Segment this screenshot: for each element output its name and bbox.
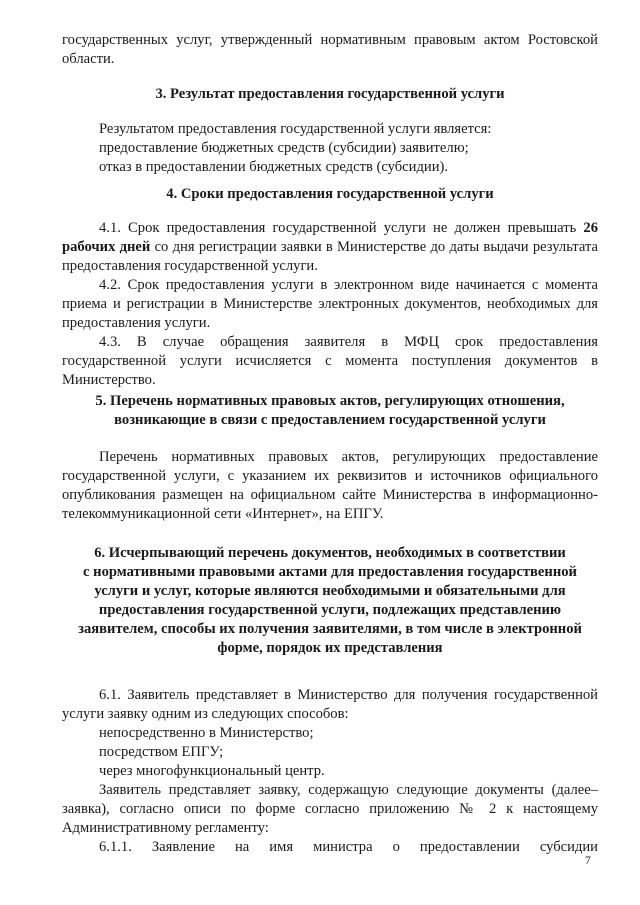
paragraph-5: Перечень нормативных правовых актов, регулирующих предоставление государственной услуги, с указанием их реквизитов и источников официального опубликования размещен на официальном сайте Министерства в информационно-телекоммуникационной сети «Интернет», на ЕПГУ. [62,449,598,522]
section-5-heading [62,392,598,430]
paragraph-4-1 [62,219,598,276]
paragraph-6-1: 6.1. Заявитель представляет в Министерство для получения государственной услуги заявку одним из следующих способов: [62,687,598,722]
section-5-heading-line-1: 5. Перечень нормативных правовых актов, регулирующих отношения, [95,393,565,409]
way-mfc: через многофункциональный центр. [99,763,325,779]
paragraph-4-1-start: 4.1. Срок предоставления государственной услуги не должен превышать [99,220,577,236]
continuation-text: государственных услуг, утвержденный нормативным правовым актом Ростовской области. [62,32,598,67]
section-4-heading: 4. Сроки предоставления государственной услуги [166,186,494,202]
section-6-heading-line-4: предоставления государственной услуги, подлежащих представлению [98,602,562,618]
paragraph-6-1-1: 6.1.1. Заявление на имя министра о предоставлении субсидии [99,839,598,855]
way-epgu: посредством ЕПГУ; [99,744,224,760]
result-option-grant: предоставление бюджетных средств (субсидии) заявителю; [99,140,469,156]
paragraph-4-3: 4.3. В случае обращения заявителя в МФЦ срок предоставления государственной услуги исчисляется с момента поступления документов в Министерство. [62,334,598,388]
section-6-heading [62,544,598,658]
section-3-body [62,120,598,177]
way-directly: непосредственно в Министерство; [99,725,314,741]
section-6-heading-line-1: 6. Исчерпывающий перечень документов, необходимых в соответствии [94,545,566,561]
section-6-heading-line-2: с нормативными правовыми актами для предоставления государственной [83,564,577,580]
paragraph-4-2: 4.2. Срок предоставления услуги в электронном виде начинается с момента приема и регистрации в Министерстве электронных документов, необходимых для предоставления услуги. [62,277,598,331]
submission-ways-list [62,724,598,781]
paragraph-4-1-end: со дня регистрации заявки в Министерстве до даты выдачи результата предоставления государственной услуги. [62,239,598,274]
section-6-heading-line-3: услуги и услуг, которые являются необходимыми и обязательными для [94,583,566,599]
section-3-heading: 3. Результат предоставления государственной услуги [155,86,505,102]
section-6-heading-line-5: заявителем, способы их получения заявителями, в том числе в электронной [78,621,582,637]
paragraph-documents: Заявитель представляет заявку, содержащую следующие документы (далее– заявка), согласно описи по форме согласно приложению № 2 к настоящему Административному регламенту: [62,782,598,836]
section-6-heading-line-6: форме, порядок их представления [217,640,443,656]
page-number: 7 [585,855,591,867]
deadline-days: 26 рабочих дней [62,220,598,255]
result-option-refusal: отказ в предоставлении бюджетных средств (субсидии). [99,159,449,175]
result-intro: Результатом предоставления государственной услуги является: [99,121,492,137]
section-5-heading-line-2: возникающие в связи с предоставлением государственной услуги [114,412,546,428]
